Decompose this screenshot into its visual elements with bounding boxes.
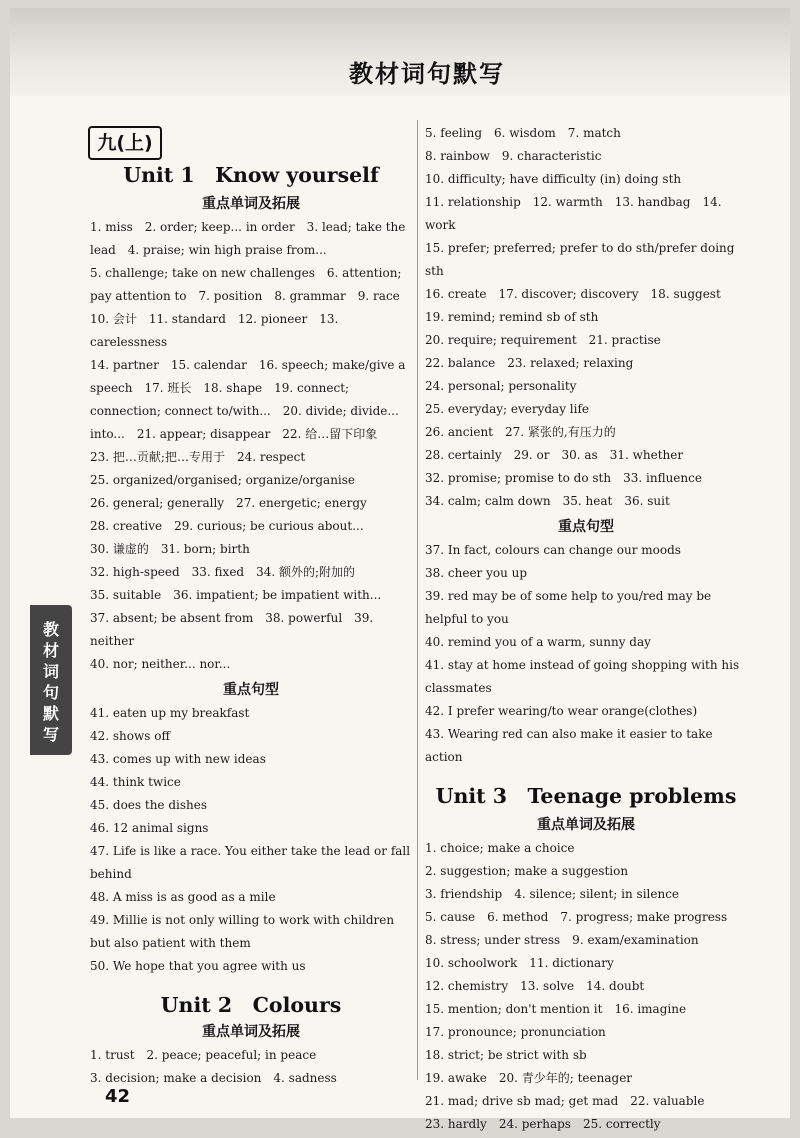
vocab-entry: 16. create 17. discover; discovery 18. suggest bbox=[425, 287, 721, 301]
vocab-entry: 10. schoolwork 11. dictionary bbox=[425, 956, 614, 970]
vocab-entry: 50. We hope that you agree with us bbox=[90, 959, 306, 973]
vocab-entry: 37. absent; be absent from 38. powerful 39. neither bbox=[90, 611, 374, 648]
unit-title: Unit 3 Teenage problems bbox=[435, 784, 737, 808]
vocab-entry: 46. 12 animal signs bbox=[90, 821, 209, 835]
vocab-entry: 8. stress; under stress 9. exam/examination bbox=[425, 933, 699, 947]
vocab-entry: 19. remind; remind sb of sth bbox=[425, 310, 599, 324]
vocab-entry: 11. relationship 12. warmth 13. handbag 14. work bbox=[425, 195, 722, 232]
section-title: 重点单词及拓展 bbox=[537, 817, 635, 833]
vocab-entry: 3. friendship 4. silence; silent; in silence bbox=[425, 887, 680, 901]
vocab-entry: 14. partner 15. calendar 16. speech; make/give a speech 17. 班长 18. shape 19. connect; connection; connect to/with... 20. divide; divide... into... 21. appear; disappear 22. 给…留下印象 bbox=[90, 358, 406, 441]
vocab-entry: 42. I prefer wearing/to wear orange(clothes) bbox=[425, 704, 698, 718]
vocab-entry: 21. mad; drive sb mad; get mad 22. valuable bbox=[425, 1094, 705, 1108]
vocab-entry: 48. A miss is as good as a mile bbox=[90, 890, 276, 904]
vocab-entry: 20. require; requirement 21. practise bbox=[425, 333, 661, 347]
page-header bbox=[10, 8, 790, 96]
vocab-entry: 47. Life is like a race. You either take the lead or fall behind bbox=[90, 844, 411, 881]
vocab-entry: 28. certainly 29. or 30. as 31. whether bbox=[425, 448, 684, 462]
page-number: 42 bbox=[105, 1086, 131, 1107]
vocab-entry: 19. awake 20. 青少年的; teenager bbox=[425, 1071, 633, 1085]
left-column bbox=[90, 120, 412, 1090]
vocab-entry: 12. chemistry 13. solve 14. doubt bbox=[425, 979, 645, 993]
vocab-entry: 25. everyday; everyday life bbox=[425, 402, 590, 416]
vocab-entry: 28. creative 29. curious; be curious about... bbox=[90, 519, 364, 533]
vocab-entry: 43. comes up with new ideas bbox=[90, 752, 266, 766]
vocab-entry: 38. cheer you up bbox=[425, 566, 528, 580]
vocab-entry: 41. stay at home instead of going shopping with his classmates bbox=[425, 658, 740, 695]
side-tab-label: 教材词句默写 bbox=[42, 620, 59, 744]
vocab-entry: 44. think twice bbox=[90, 775, 181, 789]
vocab-entry: 5. cause 6. method 7. progress; make progress bbox=[425, 910, 728, 924]
unit-title: Unit 1 Know yourself bbox=[123, 163, 379, 187]
vocab-entry: 1. trust 2. peace; peaceful; in peace bbox=[90, 1048, 317, 1062]
vocab-entry: 17. pronounce; pronunciation bbox=[425, 1025, 606, 1039]
section-title: 重点句型 bbox=[558, 519, 614, 535]
vocab-entry: 35. suitable 36. impatient; be impatient with... bbox=[90, 588, 382, 602]
vocab-entry: 8. rainbow 9. characteristic bbox=[425, 149, 602, 163]
vocab-entry: 30. 谦虚的 31. born; birth bbox=[90, 542, 250, 556]
side-tab bbox=[30, 605, 72, 755]
vocab-entry: 3. decision; make a decision 4. sadness bbox=[90, 1071, 337, 1085]
textbook-page bbox=[10, 8, 790, 1131]
vocab-entry: 23. hardly 24. perhaps 25. correctly bbox=[425, 1117, 661, 1131]
unit-title: Unit 2 Colours bbox=[160, 993, 342, 1017]
vocab-entry: 42. shows off bbox=[90, 729, 171, 743]
column-divider bbox=[417, 120, 418, 1080]
vocab-entry: 10. difficulty; have difficulty (in) doing sth bbox=[425, 172, 682, 186]
vocab-entry: 32. promise; promise to do sth 33. influence bbox=[425, 471, 702, 485]
vocab-entry: 26. ancient 27. 紧张的,有压力的 bbox=[425, 425, 616, 439]
vocab-entry: 34. calm; calm down 35. heat 36. suit bbox=[425, 494, 670, 508]
vocab-entry: 5. feeling 6. wisdom 7. match bbox=[425, 126, 621, 140]
vocab-entry: 10. 会计 11. standard 12. pioneer 13. carelessness bbox=[90, 312, 339, 349]
vocab-entry: 43. Wearing red can also make it easier to take action bbox=[425, 727, 713, 764]
vocab-entry: 23. 把…贡献;把…专用于 24. respect bbox=[90, 450, 306, 464]
vocab-entry: 5. challenge; take on new challenges 6. attention; pay attention to 7. position 8. grammar 9. race bbox=[90, 266, 402, 303]
section-title: 重点单词及拓展 bbox=[202, 196, 300, 212]
section-title: 重点句型 bbox=[223, 682, 279, 698]
vocab-entry: 18. strict; be strict with sb bbox=[425, 1048, 587, 1062]
vocab-entry: 37. In fact, colours can change our moods bbox=[425, 543, 681, 557]
vocab-entry: 25. organized/organised; organize/organise bbox=[90, 473, 356, 487]
vocab-entry: 22. balance 23. relaxed; relaxing bbox=[425, 356, 634, 370]
header-title: 教材词句默写 bbox=[349, 60, 505, 88]
vocab-entry: 40. nor; neither... nor... bbox=[90, 657, 231, 671]
vocab-entry: 2. suggestion; make a suggestion bbox=[425, 864, 629, 878]
vocab-entry: 15. mention; don't mention it 16. imagine bbox=[425, 1002, 687, 1016]
vocab-entry: 24. personal; personality bbox=[425, 379, 577, 393]
vocab-entry: 32. high-speed 33. fixed 34. 额外的;附加的 bbox=[90, 565, 356, 579]
right-column bbox=[425, 122, 747, 1136]
vocab-entry: 49. Millie is not only willing to work with children but also patient with them bbox=[90, 913, 395, 950]
vocab-entry: 40. remind you of a warm, sunny day bbox=[425, 635, 651, 649]
vocab-entry: 45. does the dishes bbox=[90, 798, 208, 812]
vocab-entry: 26. general; generally 27. energetic; energy bbox=[90, 496, 367, 510]
vocab-entry: 15. prefer; preferred; prefer to do sth/prefer doing sth bbox=[425, 241, 735, 278]
vocab-entry: 39. red may be of some help to you/red may be helpful to you bbox=[425, 589, 712, 626]
vocab-entry: 1. miss 2. order; keep... in order 3. lead; take the lead 4. praise; win high praise from... bbox=[90, 220, 406, 257]
vocab-entry: 41. eaten up my breakfast bbox=[90, 706, 250, 720]
grade-label: 九(上) bbox=[88, 126, 162, 160]
section-title: 重点单词及拓展 bbox=[202, 1024, 300, 1040]
vocab-entry: 1. choice; make a choice bbox=[425, 841, 575, 855]
